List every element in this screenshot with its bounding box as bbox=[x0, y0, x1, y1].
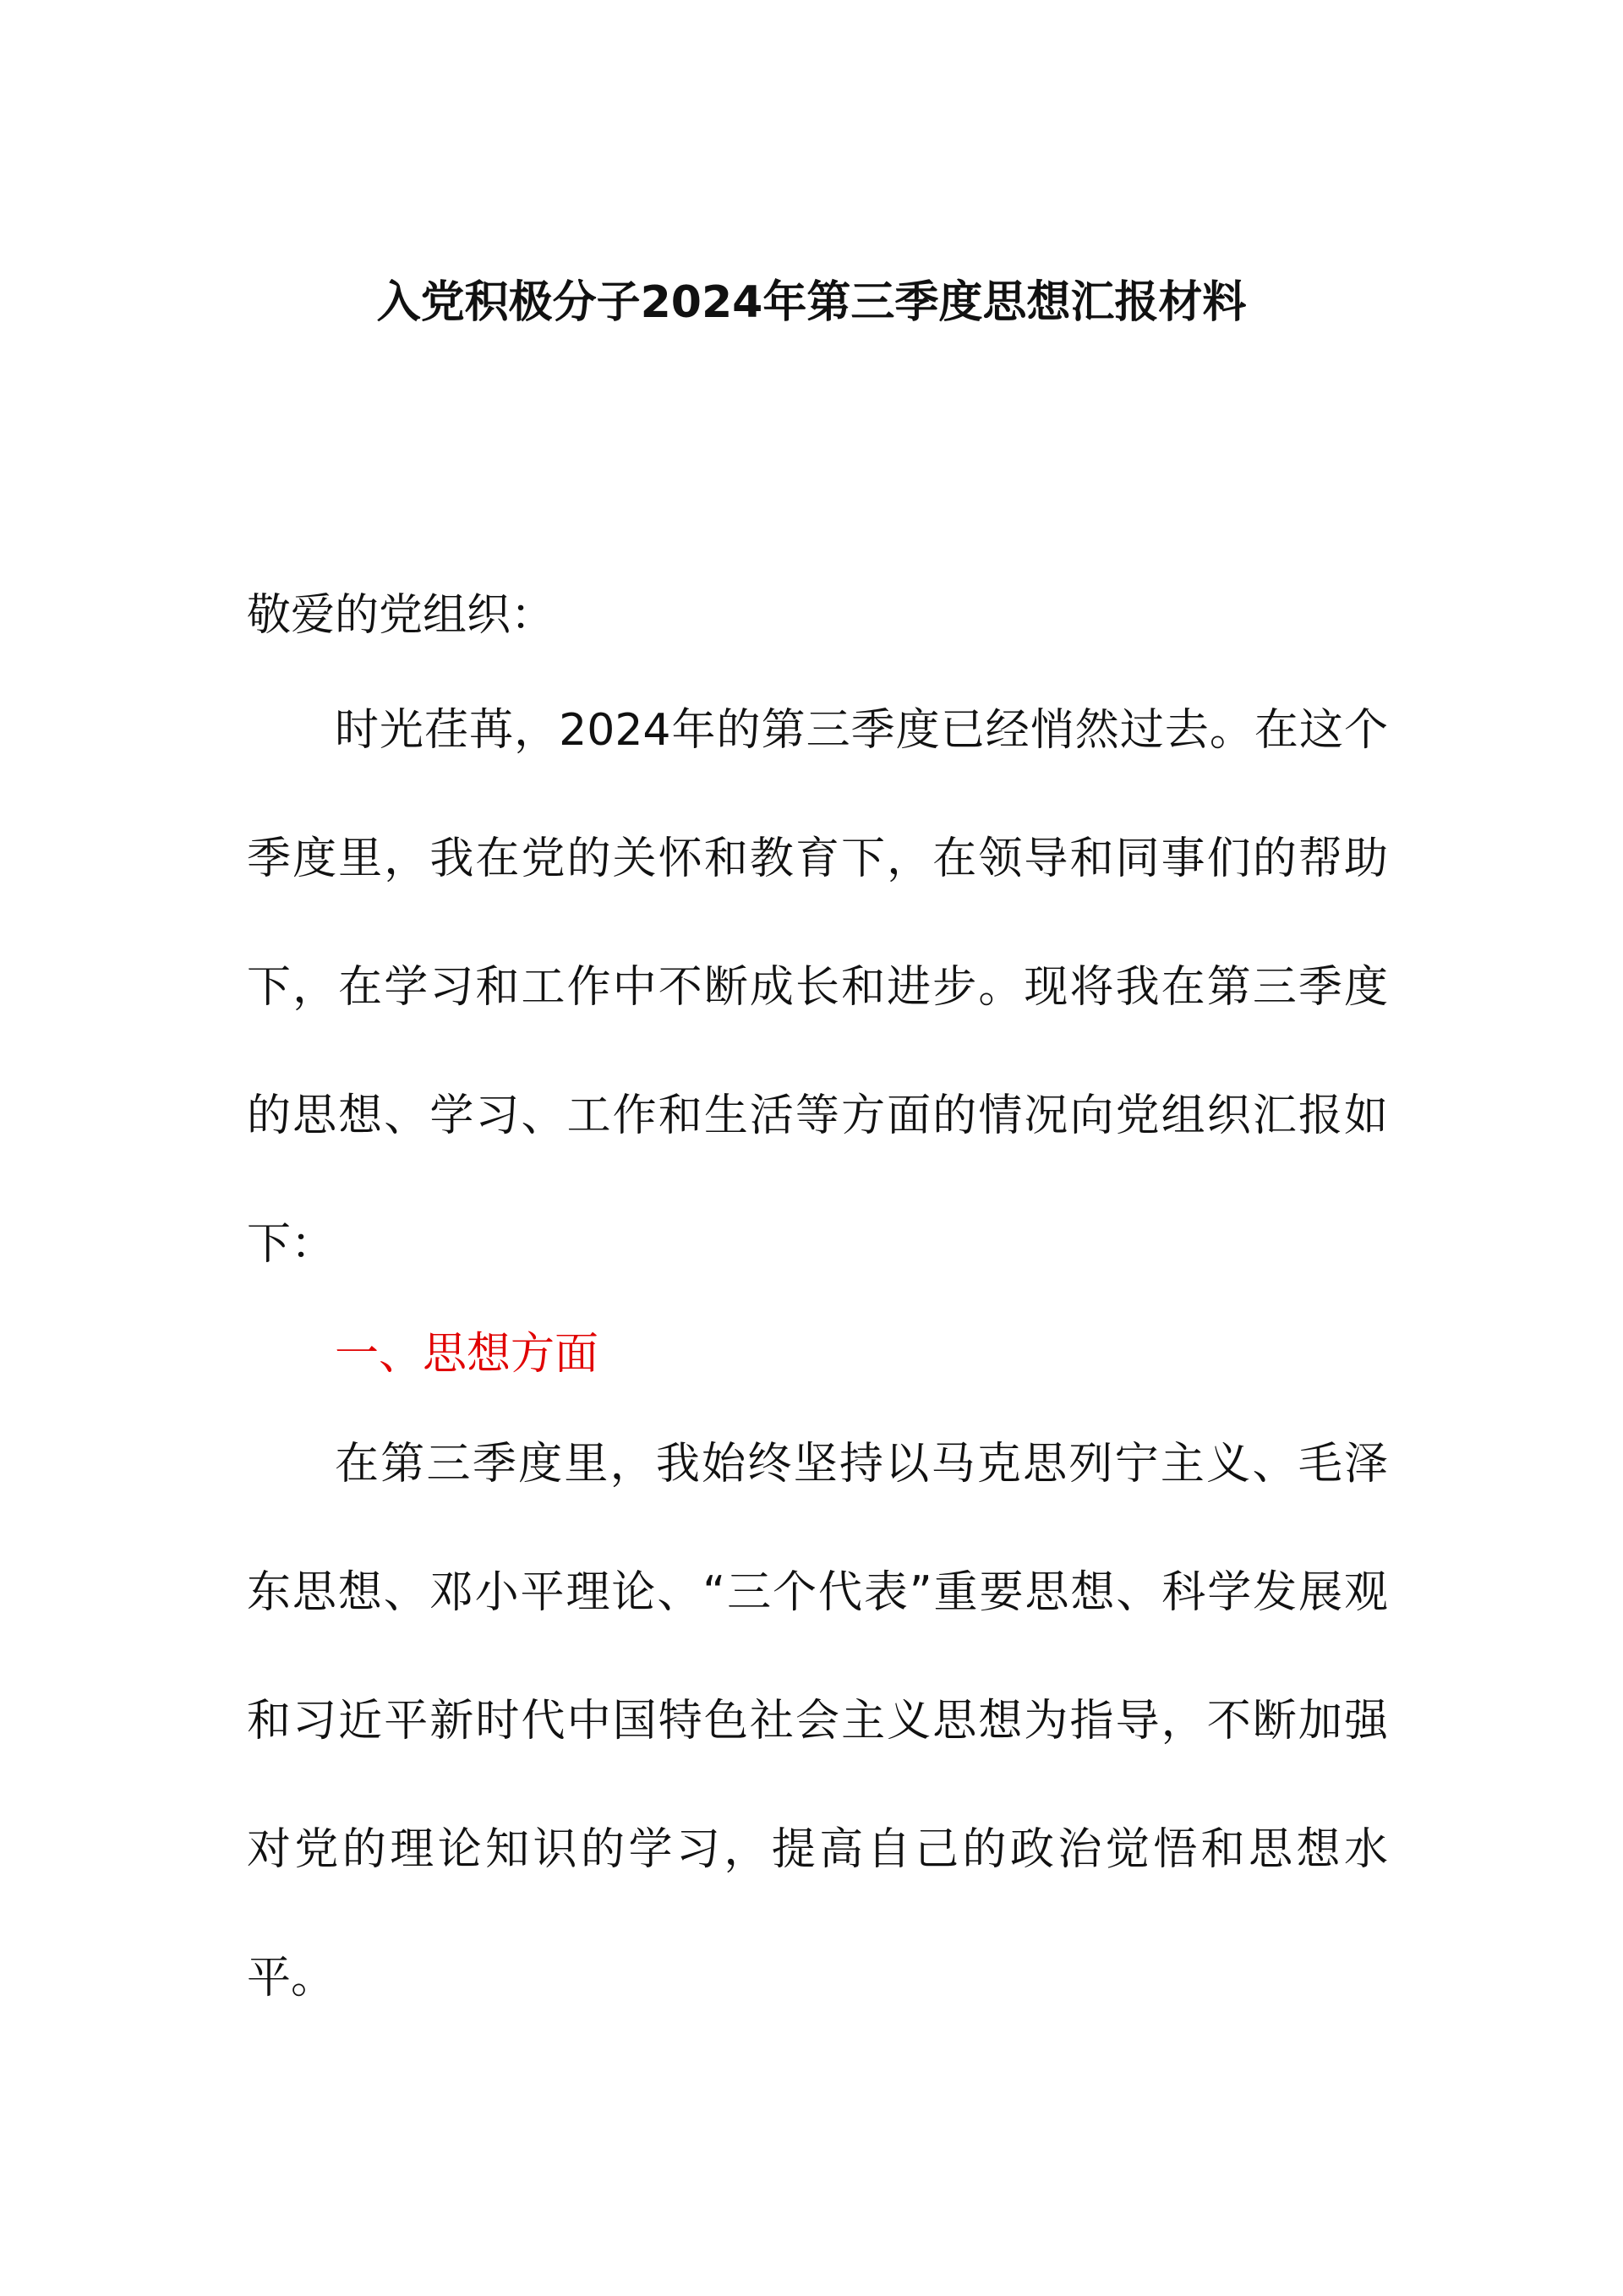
intro-paragraph: 时光荏苒，2024年的第三季度已经悄然过去。在这个季度里，我在党的关怀和教育下，在领导和同事们的帮助下，在学习和工作中不断成长和进步。现将我在第三季度的思想、学习、工作和生活等方面的情况向党组织汇报如下： bbox=[247, 705, 1388, 1270]
section-heading-thought: 一、思想方面 bbox=[335, 1329, 599, 1380]
document-title: 入党积极分子2024年第三季度思想汇报材料 bbox=[376, 277, 1247, 328]
salutation: 敬爱的党组织： bbox=[247, 590, 555, 641]
thought-paragraph: 在第三季度里，我始终坚持以马克思列宁主义、毛泽东思想、邓小平理论、“三个代表”重要思想、科学发展观和习近平新时代中国特色社会主义思想为指导，不断加强对党的理论知识的学习，提高自己的政治觉悟和思想水平。 bbox=[247, 1439, 1388, 2004]
